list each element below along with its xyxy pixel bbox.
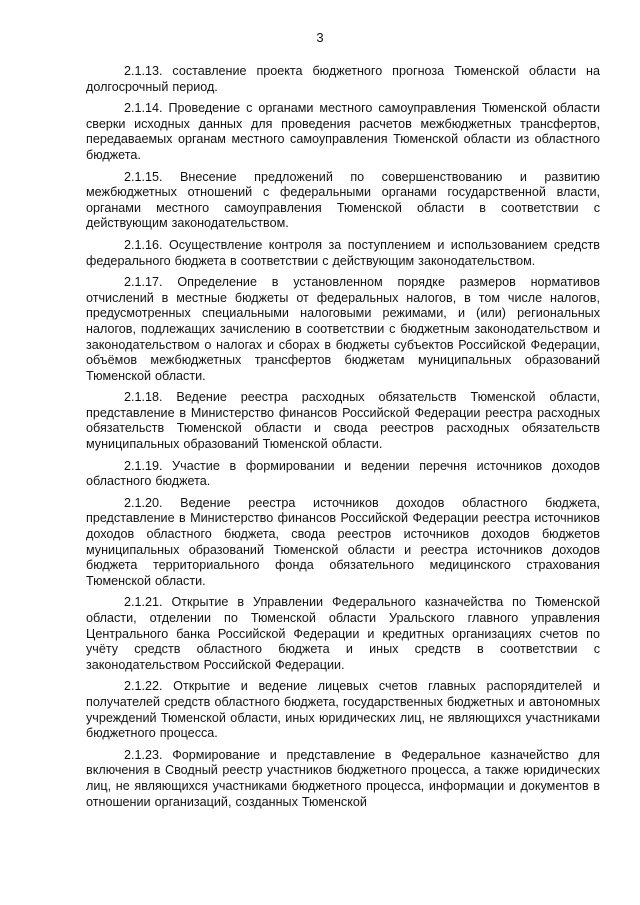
paragraph-2-1-22: 2.1.22. Открытие и ведение лицевых счетов главных распорядителей и получателей средств областного бюджета, государственных бюджетных и автономных учреждений Тюменской области, иных юридических лиц, не являющихся участниками бюджетного процесса. [86, 679, 600, 741]
page-number: 3 [316, 30, 324, 45]
paragraph-2-1-13: 2.1.13. составление проекта бюджетного прогноза Тюменской области на долгосрочный период. [86, 64, 600, 94]
document-body [86, 64, 600, 816]
paragraph-2-1-17: 2.1.17. Определение в установленном порядке размеров нормативов отчислений в местные бюджеты от федеральных налогов, в том числе налогов, предусмотренных специальными налоговыми режимами, и (или) региональных налогов, подлежащих зачислению в соответствии с бюджетным законодательством и законодательством о налогах и сборах в бюджеты субъектов Российской Федерации, объёмов межбюджетных трансфертов бюджетам муниципальных образований Тюменской области. [86, 275, 600, 383]
paragraph-2-1-16: 2.1.16. Осуществление контроля за поступлением и использованием средств федерального бюджета в соответствии с действующим законодательством. [86, 237, 600, 268]
paragraph-2-1-19: 2.1.19. Участие в формировании и ведении перечня источников доходов областного бюджета. [86, 458, 600, 489]
paragraph-2-1-18: 2.1.18. Ведение реестра расходных обязательств Тюменской области, представление в Министерство финансов Российской Федерации реестра расходных обязательств Тюменской области и свода реестров расходных обязательств муниципальных образований Тюменской области. [86, 390, 600, 452]
paragraph-2-1-14: 2.1.14. Проведение с органами местного самоуправления Тюменской области сверки исходных данных для проведения расчетов межбюджетных трансфертов, передаваемых органам местного самоуправления Тюменской области из областного бюджета. [86, 101, 600, 162]
paragraph-2-1-21: 2.1.21. Открытие в Управлении Федерального казначейства по Тюменской области, отделении по Тюменской области Уральского главного управления Центрального банка Российской Федерации и кредитных организациях счетов по учёту средств областного бюджета и иных средств в соответствии с законодательством Российской Федерации. [86, 595, 600, 672]
paragraph-2-1-23: 2.1.23. Формирование и представление в Федеральное казначейство для включения в Сводный реестр участников бюджетного процесса, а также юридических лиц, не являющихся участниками бюджетного процесса, информации и документов в отношении организаций, созданных Тюменской [86, 747, 600, 809]
paragraph-2-1-20: 2.1.20. Ведение реестра источников доходов областного бюджета, представление в Министерство финансов Российской Федерации реестра источников доходов областного бюджета, свода реестров источников доходов бюджетов муниципальных образований Тюменской области и реестра источников доходов бюджета территориального фонда обязательного медицинского страхования Тюменской области. [86, 495, 600, 588]
paragraph-2-1-15: 2.1.15. Внесение предложений по совершенствованию и развитию межбюджетных отношений с федеральными органами государственной власти, органами местного самоуправления Тюменской области в соответствии с действующим законодательством. [86, 169, 600, 231]
